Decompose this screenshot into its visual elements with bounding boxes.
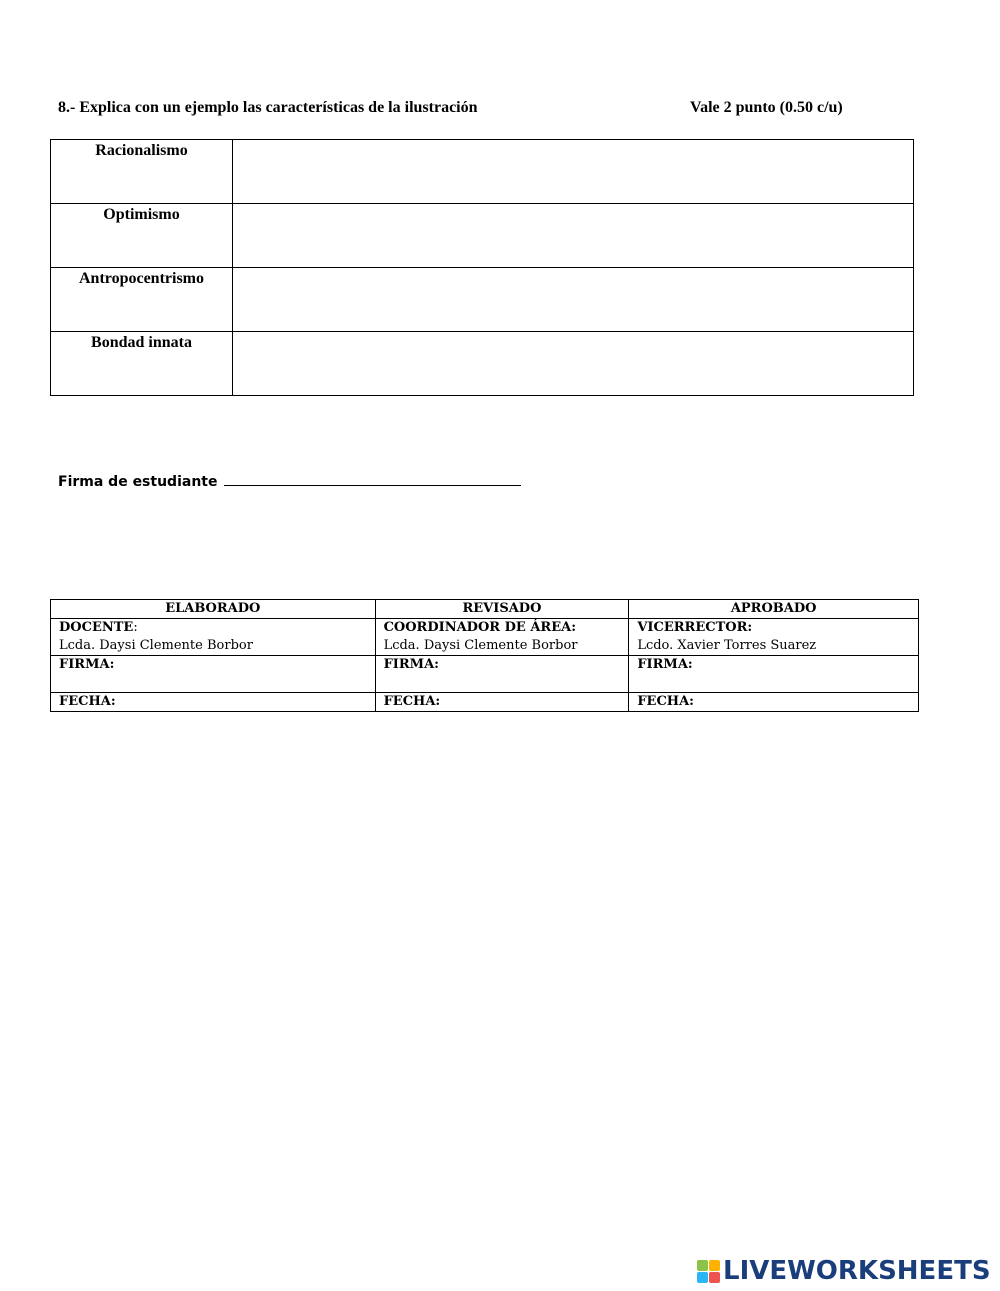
- role-name: Lcdo. Xavier Torres Suarez: [637, 638, 817, 653]
- logo-text: LIVEWORKSHEETS: [723, 1256, 991, 1286]
- fecha-cell[interactable]: FECHA:: [375, 693, 629, 712]
- role-cell-vicerrector: [629, 619, 919, 656]
- signature-label: Firma de estudiante: [58, 474, 218, 490]
- role-name: Lcda. Daysi Clemente Borbor: [383, 638, 578, 653]
- approval-firma-row: [51, 656, 919, 693]
- question-points: Vale 2 punto (0.50 c/u): [690, 99, 843, 116]
- role-title: COORDINADOR DE ÁREA:: [383, 620, 577, 635]
- logo-block: [709, 1272, 720, 1283]
- traits-table: [50, 139, 914, 396]
- logo-block: [709, 1260, 720, 1271]
- trait-label: Bondad innata: [51, 332, 233, 396]
- trait-row: [51, 268, 914, 332]
- approval-header-row: [51, 600, 919, 619]
- role-title: DOCENTE:: [59, 620, 138, 635]
- trait-row: [51, 140, 914, 204]
- trait-answer-cell[interactable]: [233, 204, 914, 268]
- signature-line[interactable]: [224, 471, 521, 486]
- question-text: 8.- Explica con un ejemplo las características de la ilustración: [58, 99, 478, 116]
- trait-row: [51, 332, 914, 396]
- approval-fecha-row: [51, 693, 919, 712]
- firma-cell[interactable]: FIRMA:: [375, 656, 629, 693]
- trait-label: Optimismo: [51, 204, 233, 268]
- role-name: Lcda. Daysi Clemente Borbor: [59, 638, 253, 653]
- trait-answer-cell[interactable]: [233, 332, 914, 396]
- student-signature: [58, 471, 521, 490]
- logo-block: [697, 1260, 708, 1271]
- header-elaborado: ELABORADO: [51, 600, 376, 619]
- role-title: VICERRECTOR:: [637, 620, 753, 635]
- firma-cell[interactable]: FIRMA:: [629, 656, 919, 693]
- trait-row: [51, 204, 914, 268]
- fecha-cell[interactable]: FECHA:: [51, 693, 376, 712]
- approval-table: [50, 599, 919, 712]
- role-cell-docente: [51, 619, 376, 656]
- role-title-docente: DOCENTE: [59, 620, 134, 635]
- header-aprobado: APROBADO: [629, 600, 919, 619]
- trait-label: Antropocentrismo: [51, 268, 233, 332]
- approval-roles-row: [51, 619, 919, 656]
- role-cell-coordinador: [375, 619, 629, 656]
- fecha-cell[interactable]: FECHA:: [629, 693, 919, 712]
- liveworksheets-logo: [697, 1256, 991, 1286]
- trait-answer-cell[interactable]: [233, 268, 914, 332]
- logo-block: [697, 1272, 708, 1283]
- firma-cell[interactable]: FIRMA:: [51, 656, 376, 693]
- trait-answer-cell[interactable]: [233, 140, 914, 204]
- header-revisado: REVISADO: [375, 600, 629, 619]
- logo-blocks-icon: [697, 1260, 720, 1283]
- trait-label: Racionalismo: [51, 140, 233, 204]
